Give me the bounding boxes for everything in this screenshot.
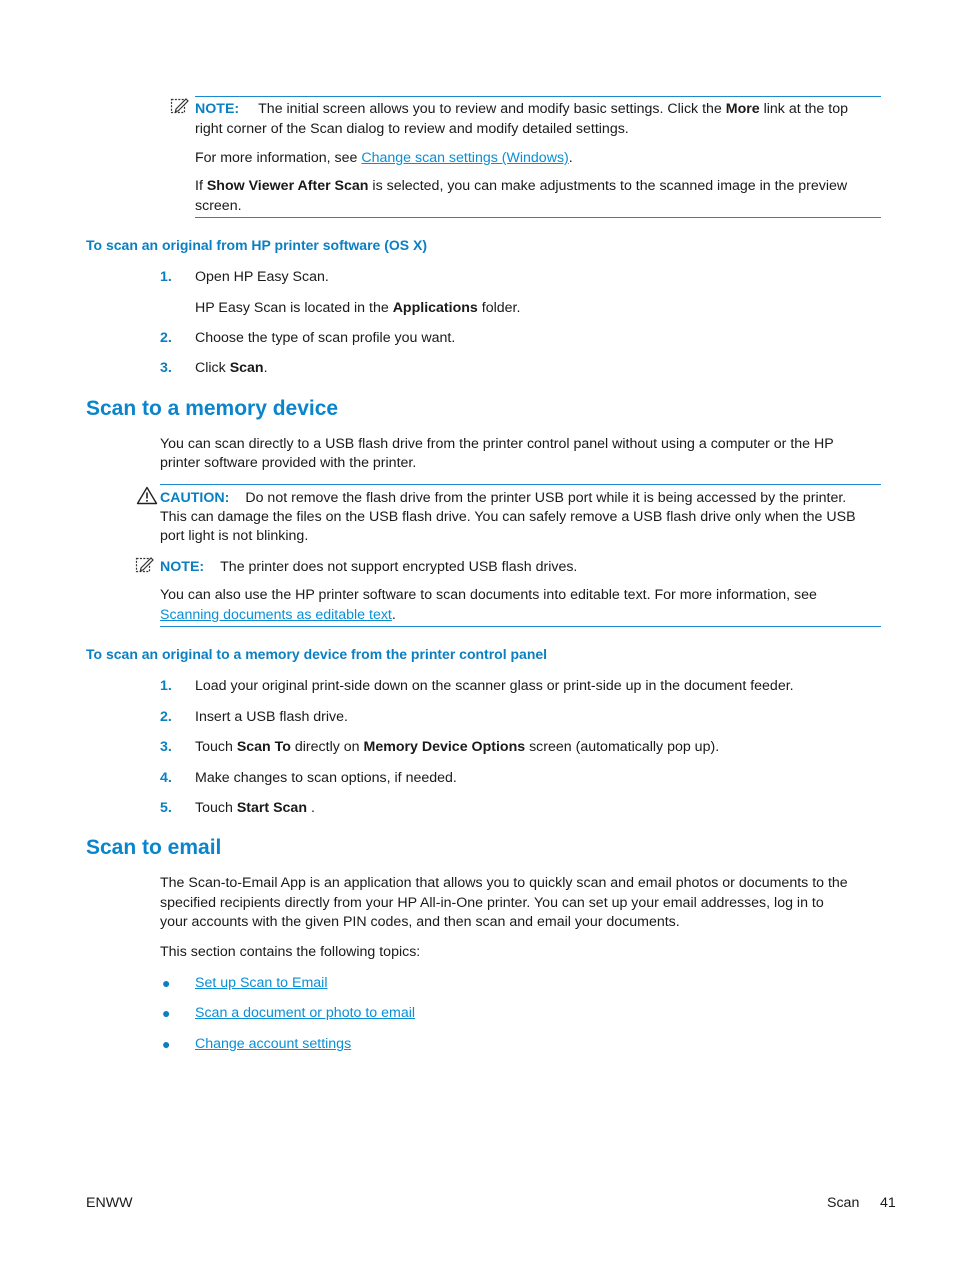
email-intro-line-1: The Scan-to-Email App is an application that allows you to quickly scan and email photos or documents to the	[160, 875, 848, 891]
footer-section: Scan	[827, 1195, 860, 1211]
note-2-more-line-1: You can also use the HP printer software to scan documents into editable text. For more information, see	[160, 587, 817, 603]
note-2-line: NOTE: The printer does not support encrypted USB flash drives.	[160, 559, 578, 575]
step-number: 3.	[160, 739, 172, 755]
note-icon	[170, 97, 190, 115]
footer-left: ENWW	[86, 1195, 133, 1211]
warning-icon	[136, 486, 158, 505]
step-number: 2.	[160, 330, 172, 346]
step-text: Make changes to scan options, if needed.	[195, 770, 457, 786]
step-text: Choose the type of scan profile you want.	[195, 330, 456, 346]
page-number: 41	[880, 1195, 896, 1211]
step-sub-text: HP Easy Scan is located in the Applications folder.	[195, 300, 521, 316]
topics-intro: This section contains the following topics:	[160, 944, 421, 960]
step-number: 1.	[160, 269, 172, 285]
caution-line-1: CAUTION: Do not remove the flash drive from the printer USB port while it is being accessed by the printer.	[160, 490, 847, 506]
step-text: Touch Start Scan .	[195, 800, 315, 816]
note-top-rule	[195, 96, 881, 97]
note-1-line-2: right corner of the Scan dialog to review and modify detailed settings.	[195, 121, 629, 137]
scan-document-to-email-link[interactable]: Scan a document or photo to email	[195, 1005, 416, 1021]
change-scan-settings-link[interactable]: Change scan settings (Windows)	[361, 150, 569, 166]
note-1-viewer: If Show Viewer After Scan is selected, you can make adjustments to the scanned image in the preview	[195, 178, 848, 194]
section-title-email: Scan to email	[86, 836, 222, 859]
step-text: Touch Scan To directly on Memory Device Options screen (automatically pop up).	[195, 739, 720, 755]
note-1-viewer-line-2: screen.	[195, 198, 242, 214]
scanning-editable-text-link[interactable]: Scanning documents as editable text	[160, 607, 392, 623]
note-1-more-info: For more information, see Change scan settings (Windows).	[195, 150, 573, 166]
caution-label: CAUTION:	[160, 490, 230, 506]
memory-intro-line-1: You can scan directly to a USB flash drive from the printer control panel without using a computer or the HP	[160, 436, 834, 452]
procedure-heading: To scan an original from HP printer software (OS X)	[86, 237, 427, 253]
note-label: NOTE:	[160, 559, 205, 575]
step-number: 1.	[160, 678, 172, 694]
bullet: ●	[162, 975, 171, 991]
section-title-memory: Scan to a memory device	[86, 397, 339, 420]
caution-top-rule	[160, 484, 881, 485]
step-text: Insert a USB flash drive.	[195, 709, 348, 725]
step-text: Load your original print-side down on the scanner glass or print-side up in the document feeder.	[195, 678, 794, 694]
caution-line-2: This can damage the files on the USB flash drive. You can safely remove a USB flash drive only when the USB	[160, 509, 856, 525]
step-text: Click Scan.	[195, 360, 268, 376]
procedure-heading: To scan an original to a memory device from the printer control panel	[86, 646, 548, 662]
step-number: 2.	[160, 709, 172, 725]
bullet: ●	[162, 1036, 171, 1052]
email-intro-line-2: specified recipients directly from your HP All-in-One printer. You can set up your email addresses, log in to	[160, 895, 824, 911]
note-icon	[135, 556, 155, 574]
note-2-more-line-2: Scanning documents as editable text.	[160, 607, 396, 623]
note-bottom-rule	[195, 217, 881, 218]
step-text: Open HP Easy Scan.	[195, 269, 329, 285]
note-1-line-1: NOTE: The initial screen allows you to review and modify basic settings. Click the More link at the top	[195, 101, 848, 117]
step-number: 4.	[160, 770, 172, 786]
note-label: NOTE:	[195, 101, 240, 117]
change-account-settings-link[interactable]: Change account settings	[195, 1036, 352, 1052]
step-number: 3.	[160, 360, 172, 376]
bullet: ●	[162, 1005, 171, 1021]
caution-line-3: port light is not blinking.	[160, 528, 309, 544]
email-intro-line-3: your accounts with the given PIN codes, and then scan and email your documents.	[160, 914, 680, 930]
note-2-bottom-rule	[160, 626, 881, 627]
step-number: 5.	[160, 800, 172, 816]
set-up-scan-to-email-link[interactable]: Set up Scan to Email	[195, 975, 328, 991]
memory-intro-line-2: printer software provided with the printer.	[160, 455, 417, 471]
